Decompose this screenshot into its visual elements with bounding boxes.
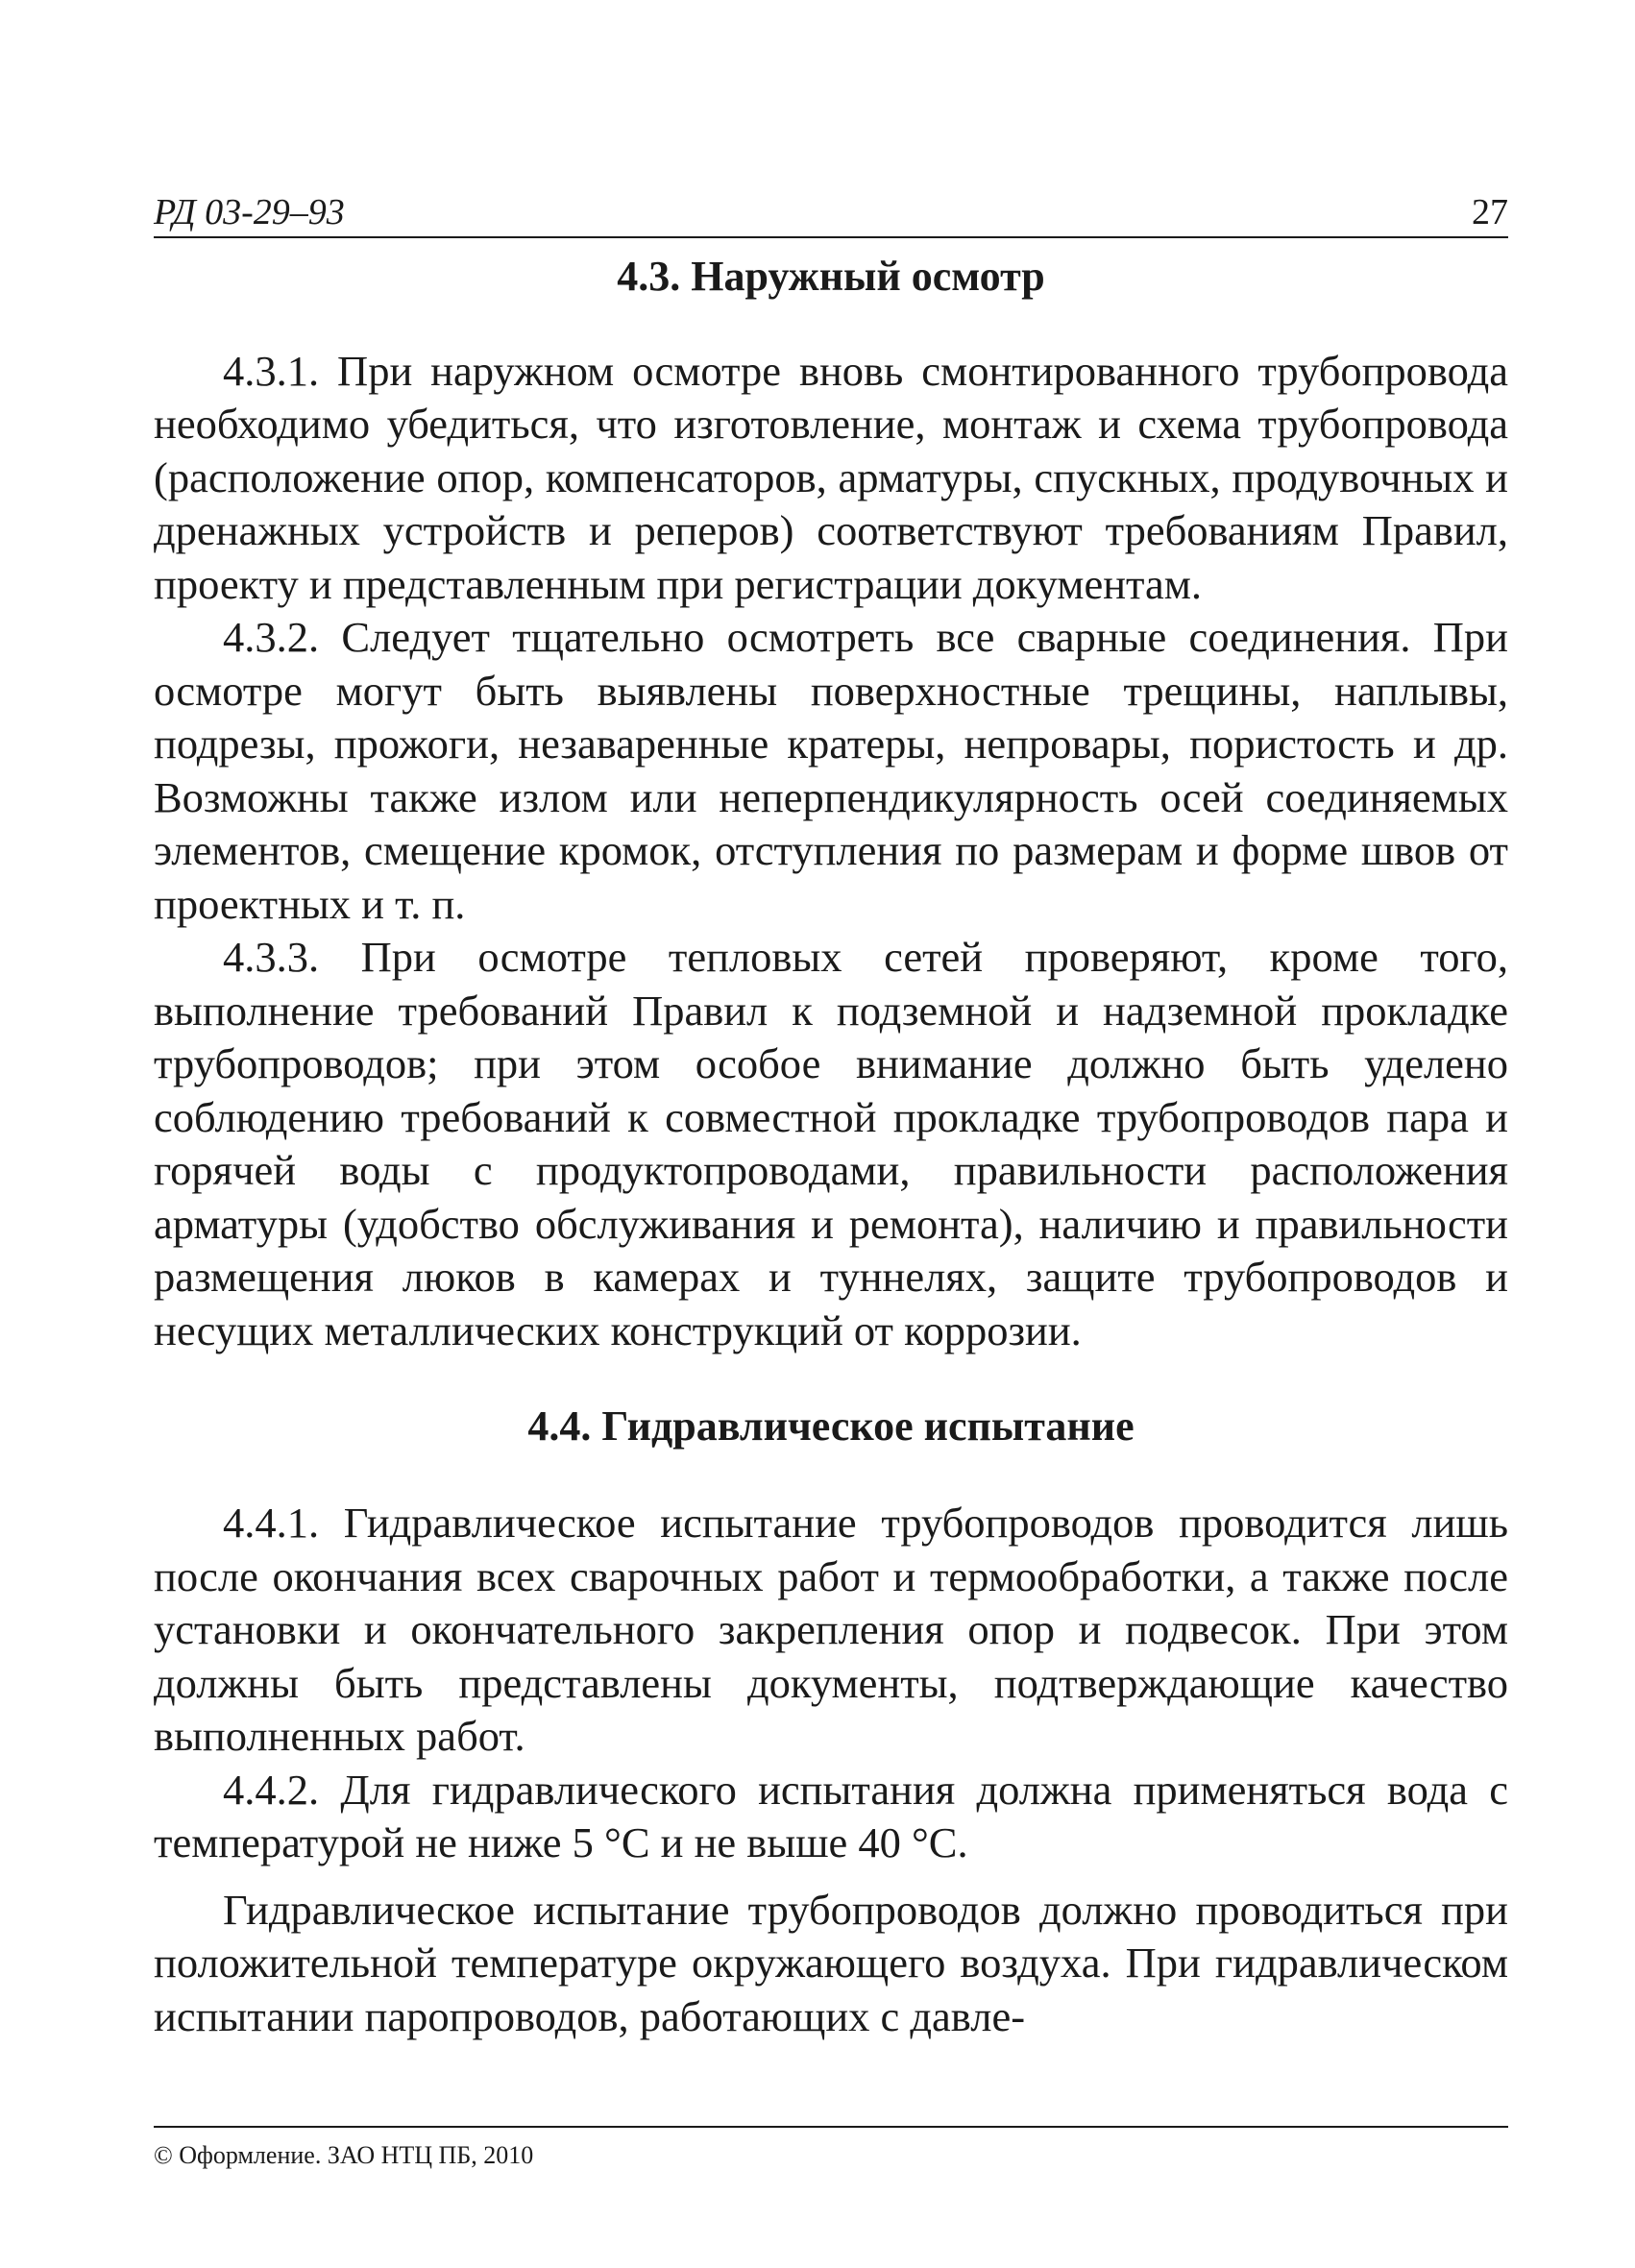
- page-number: 27: [1472, 192, 1508, 232]
- paragraph-4-4-2: 4.4.2. Для гидравлического испытания должна применяться вода с температурой не ниже 5 °С и не выше 40 °С.: [154, 1765, 1508, 1867]
- paragraph-4-3-1: 4.3.1. При наружном осмотре вновь смонтированного трубопровода необходимо убедиться, что изготовление, монтаж и схема трубопровода (расположение опор, компенсаторов, арматуры, спускных, продувочных и дренажных устройств и реперов) соответствуют требованиям Правил, проекту и представленным при регистрации документам.: [154, 346, 1508, 608]
- paragraph-4-3-2: 4.3.2. Следует тщательно осмотреть все сварные соединения. При осмотре могут быть выявлены поверхностные трещины, наплывы, подрезы, прожоги, незаваренные кратеры, непровары, пористость и др. Возможны также излом или неперпендикулярность осей соединяемых элементов, смещение кромок, отступления по размерам и форме швов от проектных и т. п.: [154, 613, 1508, 928]
- document-code: РД 03-29–93: [154, 192, 345, 232]
- section-title-external-inspection: 4.3. Наружный осмотр: [617, 253, 1045, 300]
- paragraph-hydraulic-temperature: Гидравлическое испытание трубопроводов должно проводиться при положительной температуре окружающего воздуха. При гидравлическом испытании паропроводов, работающих с давле-: [154, 1885, 1508, 2040]
- paragraph-4-4-1: 4.4.1. Гидравлическое испытание трубопроводов проводится лишь после окончания всех сварочных работ и термообработки, а также после установки и окончательного закрепления опор и подвесок. При этом должны быть представлены документы, подтверждающие качество выполненных работ.: [154, 1499, 1508, 1761]
- page-body: [154, 252, 1508, 2043]
- paragraph-4-3-3: 4.3.3. При осмотре тепловых сетей проверяют, кроме того, выполнение требований Правил к подземной и надземной прокладке трубопроводов; при этом особое внимание должно быть уделено соблюдению требований к совместной прокладке трубопроводов пара и горячей воды с продуктопроводами, правильности расположения арматуры (удобство обслуживания и ремонта), наличию и правильности размещения люков в камерах и туннелях, защите трубопроводов и несущих металлических конструкций от коррозии.: [154, 933, 1508, 1354]
- running-header: [154, 183, 1508, 238]
- footer-divider: [154, 2126, 1508, 2128]
- footer-copyright: © Оформление. ЗАО НТЦ ПБ, 2010: [154, 2141, 534, 2169]
- section-title-hydraulic-test: 4.4. Гидравлическое испытание: [527, 1402, 1135, 1451]
